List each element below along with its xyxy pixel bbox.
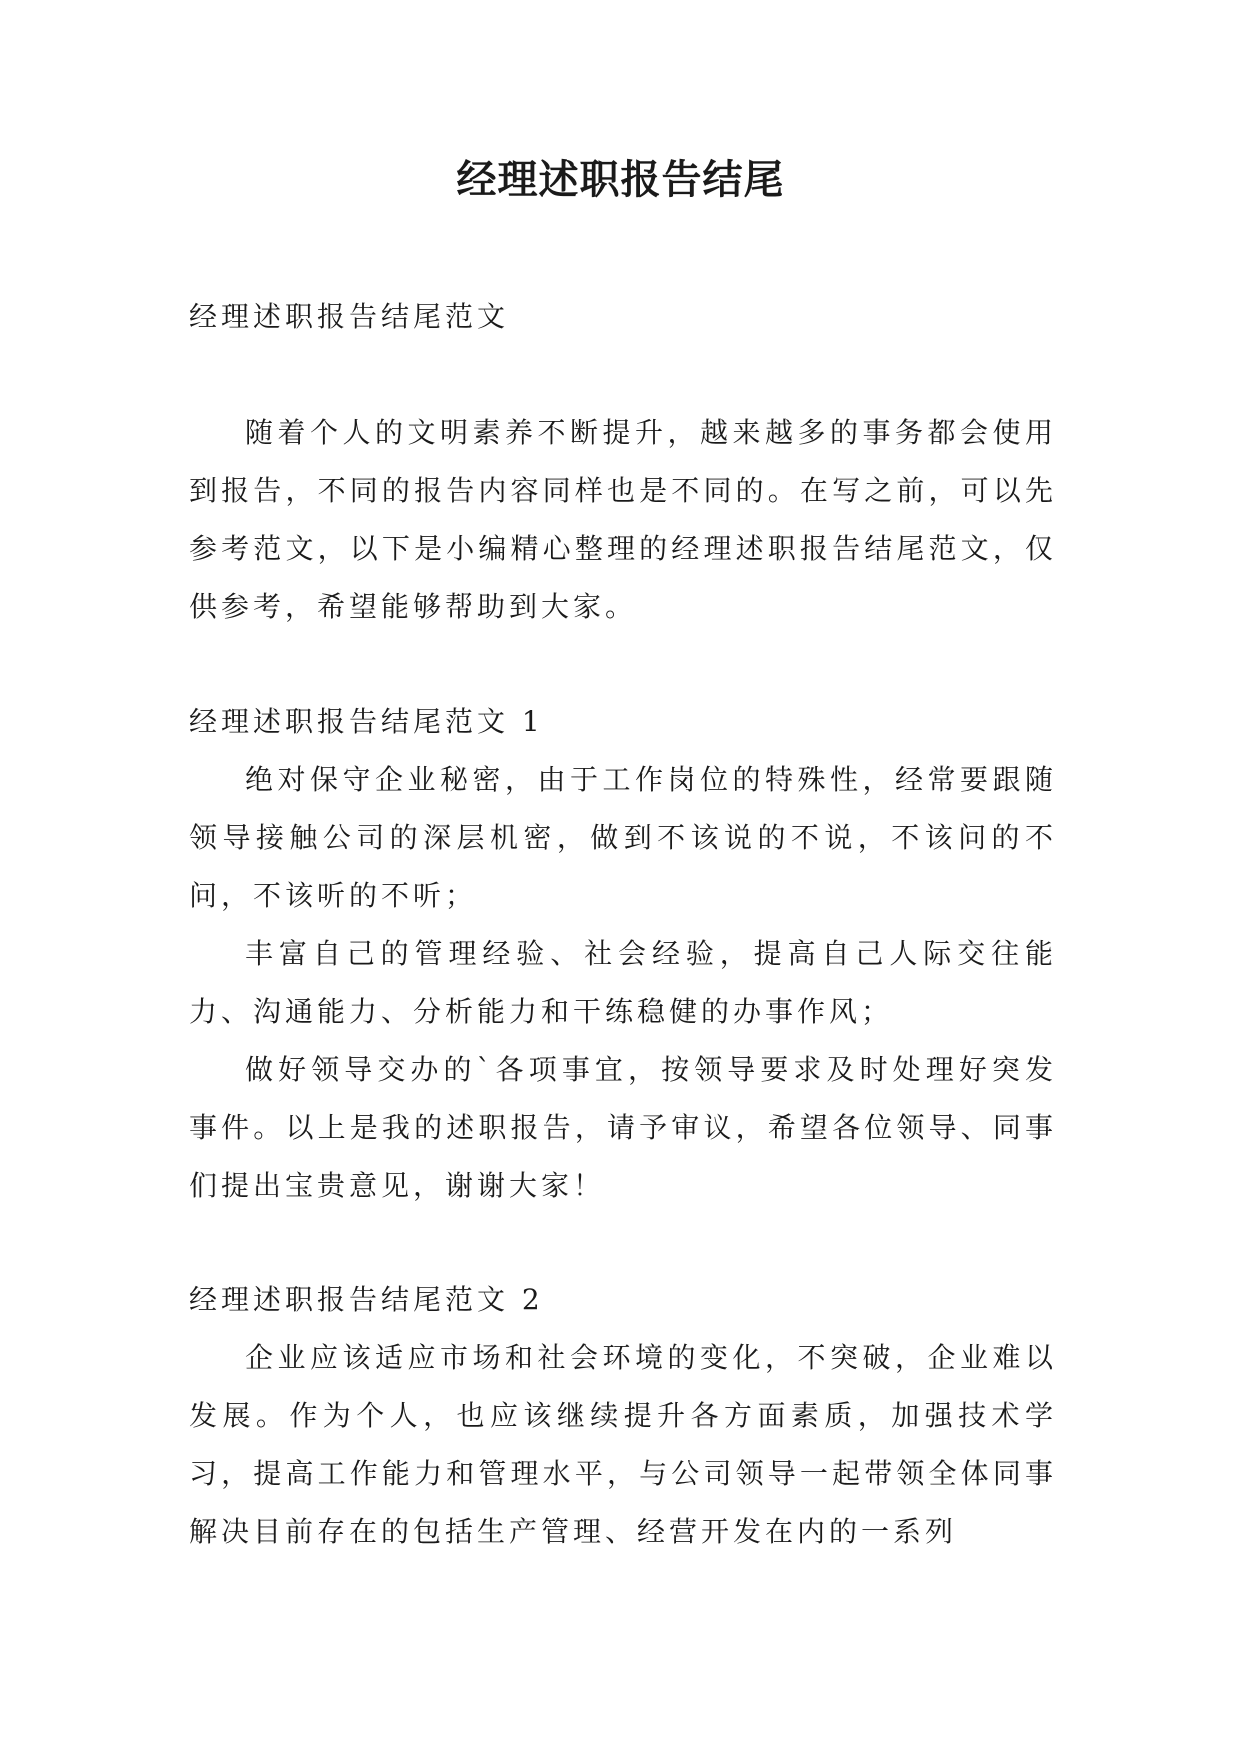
section-paragraph: 绝对保守企业秘密，由于工作岗位的特殊性，经常要跟随领导接触公司的深层机密，做到不该说的不说，不该问的不问，不该听的不听； — [189, 763, 1057, 912]
section-1 — [189, 693, 1057, 1215]
intro-paragraph: 随着个人的文明素养不断提升，越来越多的事务都会使用到报告，不同的报告内容同样也是不同的。在写之前，可以先参考范文，以下是小编精心整理的经理述职报告结尾范文，仅供参考，希望能够帮助到大家。 — [189, 416, 1057, 623]
section-paragraph: 企业应该适应市场和社会环境的变化，不突破，企业难以发展。作为个人，也应该继续提升各方面素质，加强技术学习，提高工作能力和管理水平，与公司领导一起带领全体同事解决目前存在的包括生产管理、经营开发在内的一系列 — [189, 1341, 1057, 1548]
intro-heading-block — [189, 288, 1057, 346]
section-paragraph: 丰富自己的管理经验、社会经验，提高自己人际交往能力、沟通能力、分析能力和干练稳健的办事作风； — [189, 937, 1057, 1028]
page-title: 经理述职报告结尾 — [456, 156, 785, 203]
section-heading: 经理述职报告结尾范文 1 — [189, 705, 544, 738]
section-paragraph: 做好领导交办的`各项事宜，按领导要求及时处理好突发事件。以上是我的述职报告，请予审议，希望各位领导、同事们提出宝贵意见，谢谢大家！ — [189, 1053, 1057, 1202]
section-2 — [189, 1271, 1057, 1561]
intro-block — [189, 404, 1057, 636]
section-heading: 经理述职报告结尾范文 2 — [189, 1283, 544, 1316]
intro-heading: 经理述职报告结尾范文 — [189, 300, 510, 333]
